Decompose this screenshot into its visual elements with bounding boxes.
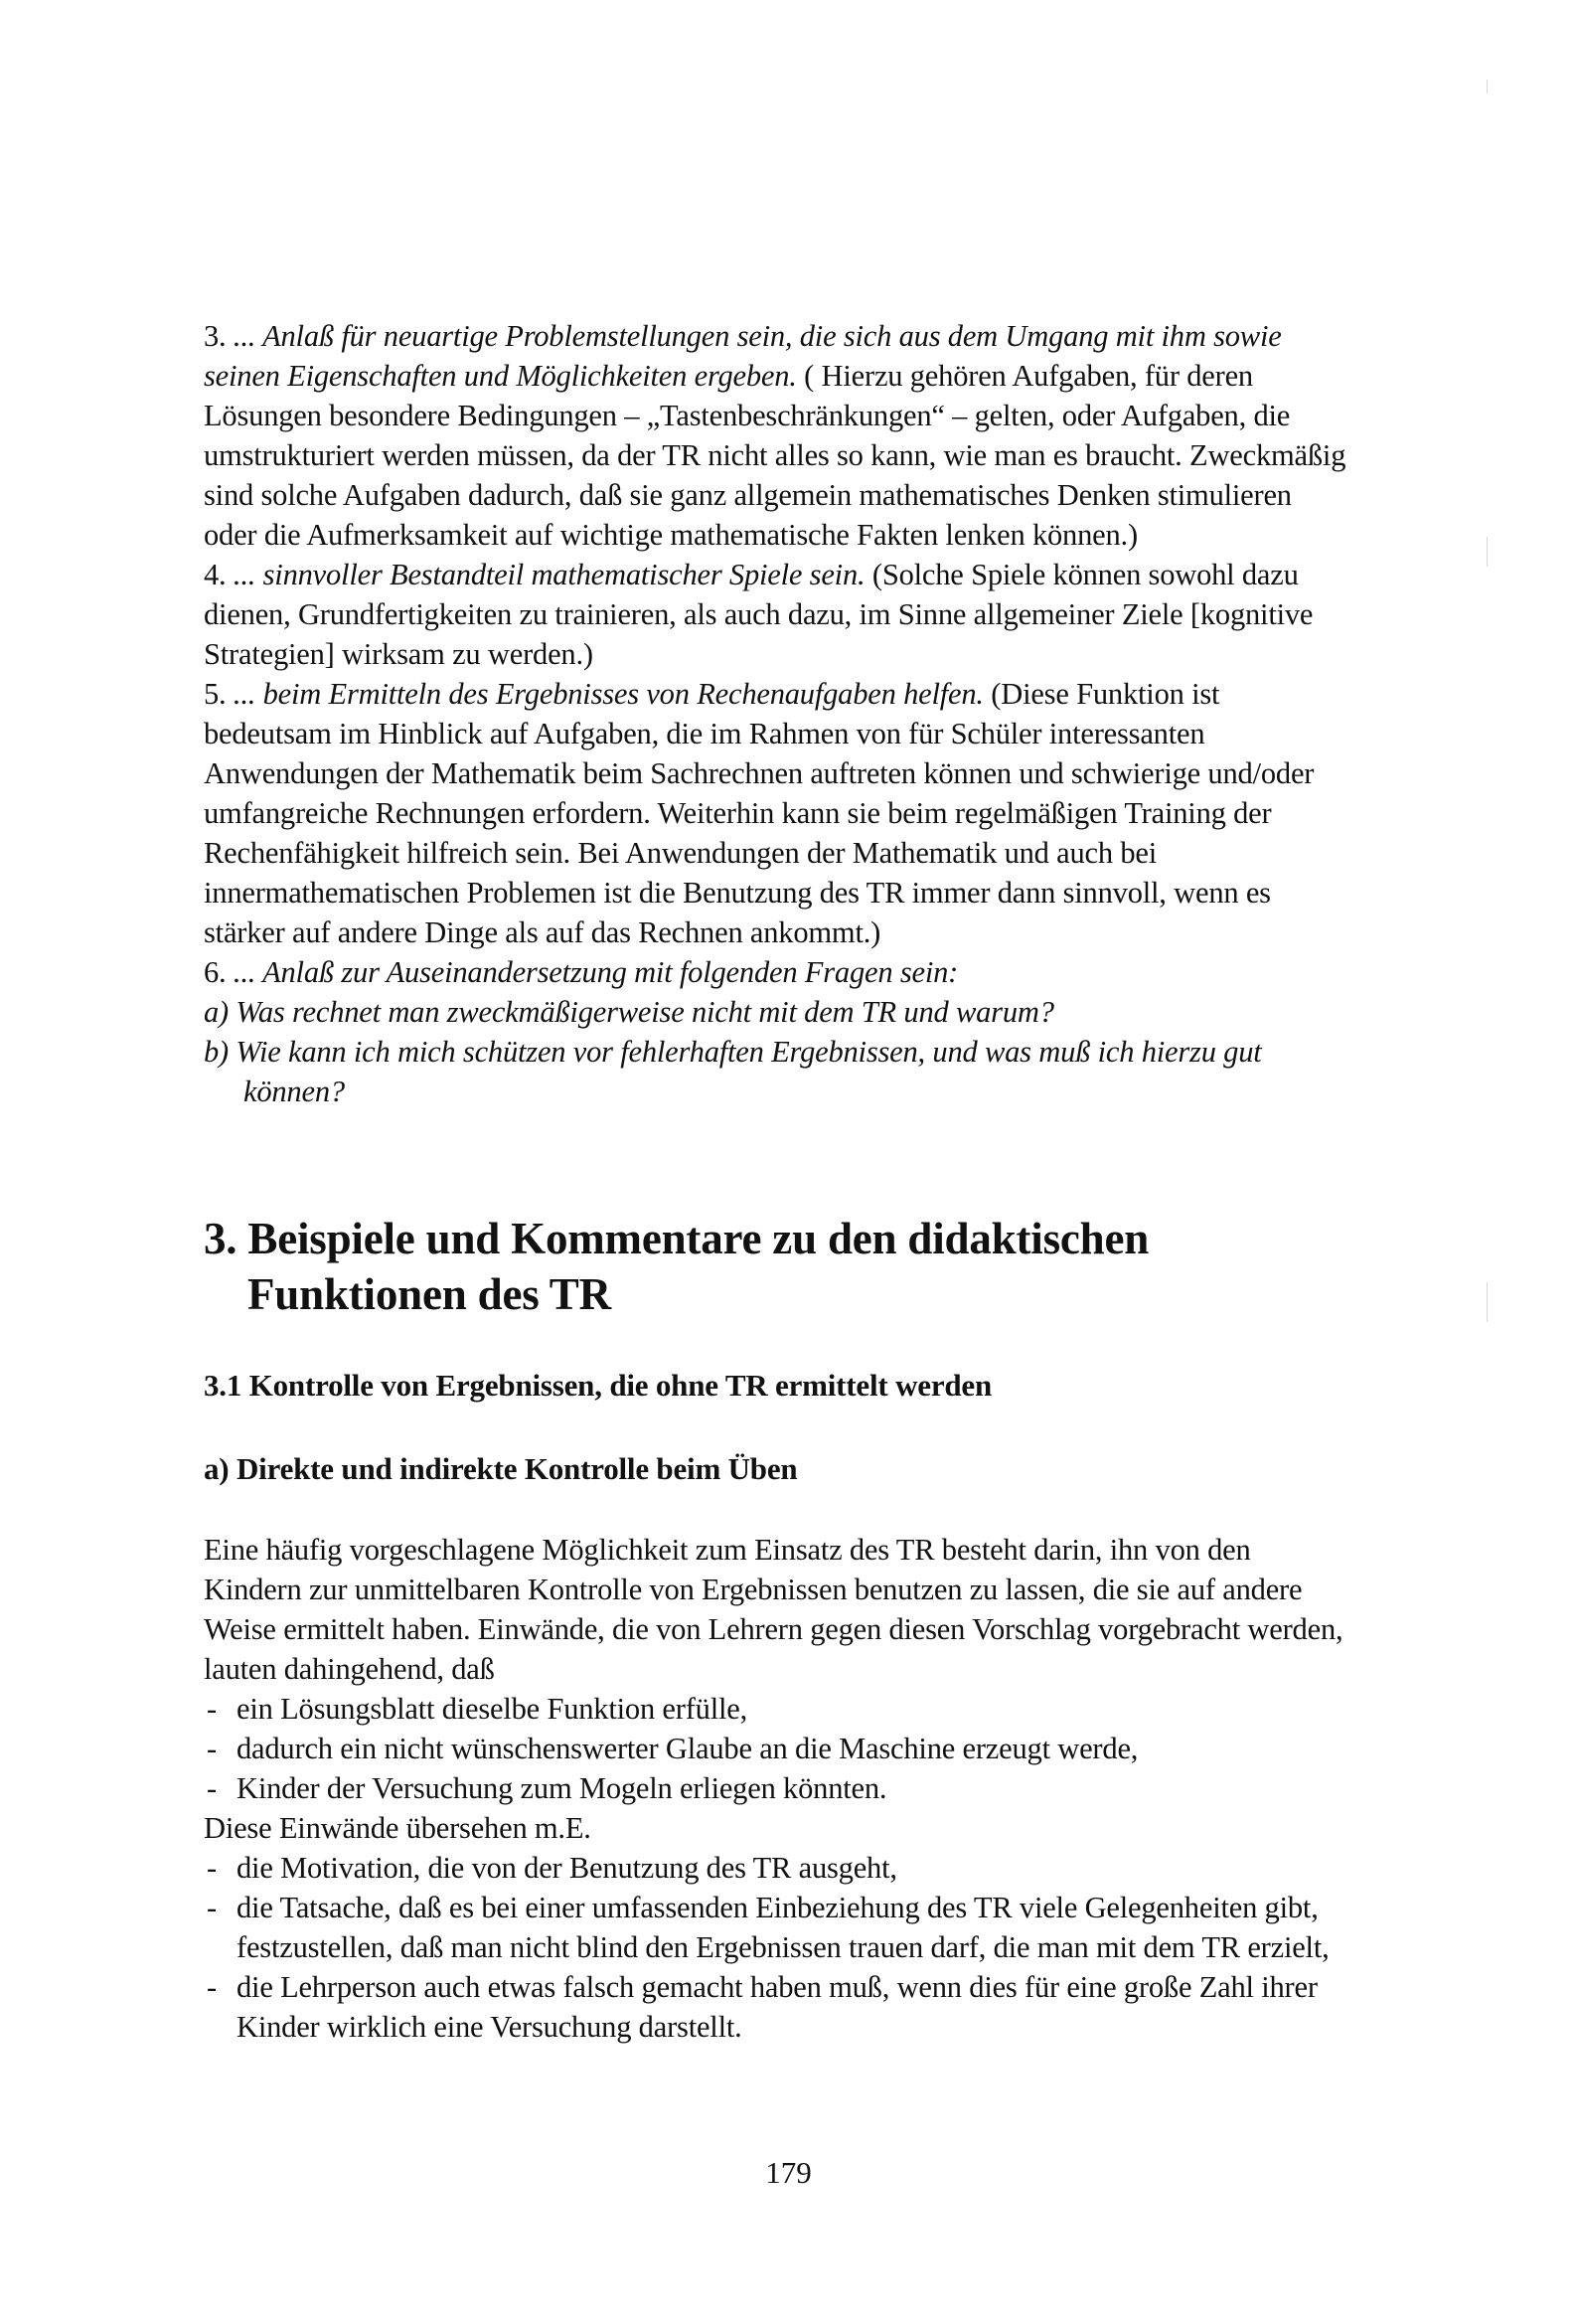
scan-margin-mark [1487,1282,1488,1322]
item-lead: ... sinnvoller Bestandteil mathematischer Spiele sein. [233,558,866,591]
scan-margin-mark [1487,537,1488,567]
list-item: - ein Lösungsblatt dieselbe Funktion erfülle, [204,1689,1351,1729]
list-item-5 [204,674,1351,952]
item-body: ( Hierzu gehören Aufgaben, für deren Lösungen besondere Bedingungen – „Tastenbeschränkungen“ – gelten, oder Aufgaben, die umstrukturiert werden müssen, da der TR nicht alles so kann, wie man es braucht. Zweckmäßig sind solche Aufgaben dadurch, daß sie ganz allgemein mathematisches Denken stimulieren oder die Aufmerksamkeit auf wichtige mathematische Fakten lenken können.) [204,359,1346,552]
item-body: (Solche Spiele können sowohl dazu dienen, Grundfertigkeiten zu trainieren, als auch dazu, im Sinne allgemeiner Ziele [kognitive Strategien] wirksam zu werden.) [204,558,1314,671]
list-item: - die Tatsache, daß es bei einer umfassenden Einbeziehung des TR viele Gelegenheiten gibt, festzustellen, daß man nicht blind den Ergebnissen trauen darf, die man mit dem TR erzielt, [204,1888,1351,1967]
item-number: 3. [204,319,227,353]
item-number: 5. [204,677,227,711]
item-body: (Diese Funktion ist bedeutsam im Hinblick auf Aufgaben, die im Rahmen von für Schüler interessanten Anwendungen der Mathematik beim Sachrechnen auftreten können und schwierige und/oder umfangreiche Rechnungen erfordern. Weiterhin kann sie beim regelmäßigen Training der Rechenfähigkeit hilfreich sein. Bei Anwendungen der Mathematik und auch bei innermathematischen Problemen ist die Benutzung des TR immer dann sinnvoll, wenn es stärker auf andere Dinge als auf das Rechnen ankommt.) [204,677,1315,949]
question-a: a) Was rechnet man zweckmäßigerweise nicht mit dem TR und warum? [204,995,1054,1029]
list-item-3 [204,316,1351,555]
overlooked-list [204,1848,1351,2047]
item-lead: ... Anlaß für neuartige Problemstellungen sein, die sich aus dem Umgang mit ihm sowie seinen Eigenschaften und Möglichkeiten ergeben. [204,319,1282,393]
list-item: - dadurch ein nicht wünschenswerter Glaube an die Maschine erzeugt werde, [204,1729,1351,1768]
list-item: - die Lehrperson auch etwas falsch gemacht haben muß, wenn dies für eine große Zahl ihrer Kinder wirklich eine Versuchung darstellt. [204,1967,1351,2047]
scan-margin-mark [1487,80,1488,93]
page-content [204,316,1351,2047]
paragraph-intro: Eine häufig vorgeschlagene Möglichkeit zum Einsatz des TR besteht darin, ihn von den Kindern zur unmittelbaren Kontrolle von Ergebnissen benutzen zu lassen, die sie auf andere Weise ermittelt haben. Einwände, die von Lehrern gegen diesen Vorschlag vorgebracht werden, lauten dahingehend, daß [204,1533,1343,1687]
list-item: - die Motivation, die von der Benutzung des TR ausgeht, [204,1848,1351,1888]
item-number: 6. [204,955,227,989]
list-item-6 [204,952,1351,992]
section-heading: 3. Beispiele und Kommentare zu den didaktischen Funktionen des TR [204,1214,1150,1319]
list-item-4 [204,555,1351,674]
objections-list [204,1689,1351,1808]
item-lead: ... Anlaß zur Auseinandersetzung mit folgenden Fragen sein: [233,955,959,989]
subsection-heading: 3.1 Kontrolle von Ergebnissen, die ohne TR ermittelt werden [204,1368,993,1403]
paragraph-overlook-intro: Diese Einwände übersehen m.E. [204,1811,591,1846]
list-item: - Kinder der Versuchung zum Mogeln erliegen könnten. [204,1768,1351,1808]
subsubsection-heading: a) Direkte und indirekte Kontrolle beim Üben [204,1451,798,1486]
item-number: 4. [204,558,227,591]
item-lead: ... beim Ermitteln des Ergebnisses von Rechenaufgaben helfen. [233,677,984,711]
question-b: b) Wie kann ich mich schützen vor fehlerhaften Ergebnissen, und was muß ich hierzu gut können? [204,1035,1262,1108]
page-number: 179 [765,2155,812,2190]
